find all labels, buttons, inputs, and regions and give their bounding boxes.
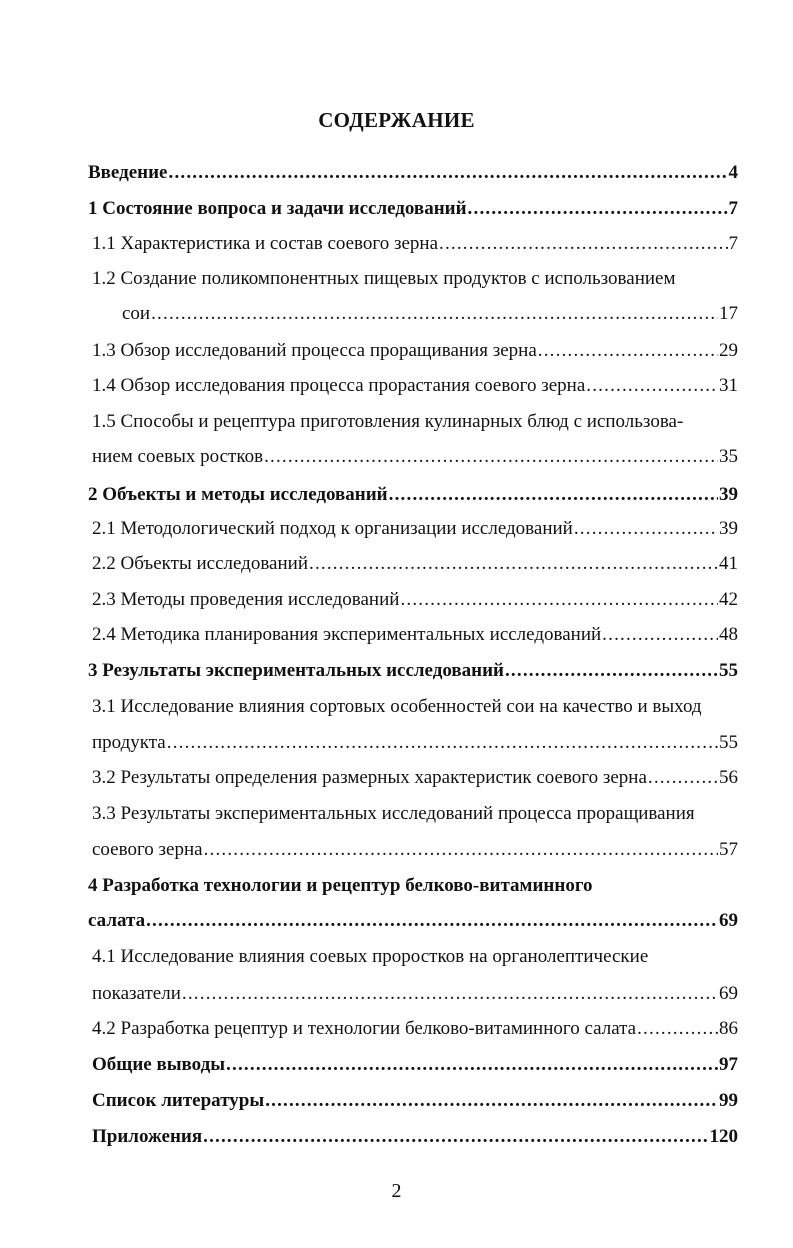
toc-entry-section-1-5 (92, 444, 738, 470)
toc-leader-dots (167, 730, 718, 756)
toc-page-number: 56 (719, 767, 738, 788)
toc-leader-dots (169, 160, 728, 186)
toc-entry-section-1-5-line1: 1.5 Способы и рецептура приготовления кулинарных блюд с использова- (92, 411, 684, 432)
toc-leader-dots (226, 1052, 718, 1078)
toc-entry-text: 4.2 Разработка рецептур и технологии белково-витаминного салата (92, 1018, 637, 1039)
toc-entry-text: нием соевых ростков (92, 446, 264, 467)
toc-entry-section-2-3 (92, 587, 738, 613)
toc-entry-section-3-1-line1: 3.1 Исследование влияния сортовых особенностей сои на качество и выход (92, 696, 702, 717)
toc-entry-text: сои (122, 303, 151, 324)
toc-entry-chapter-2 (88, 482, 738, 508)
toc-leader-dots (586, 373, 718, 399)
toc-entry-text: 1.4 Обзор исследования процесса прорастания соевого зерна (92, 375, 586, 396)
toc-page-number: 57 (719, 839, 738, 860)
toc-entry-text: продукта (92, 732, 166, 753)
toc-entry-conclusions (92, 1052, 738, 1078)
page-title: СОДЕРЖАНИЕ (318, 108, 475, 132)
toc-entry-text: 1 Состояние вопроса и задачи исследований (88, 198, 467, 219)
toc-page-number: 29 (719, 340, 738, 361)
toc-leader-dots (264, 444, 718, 470)
toc-page-number: 86 (719, 1018, 738, 1039)
toc-leader-dots (389, 482, 718, 508)
toc-entry-chapter-3 (88, 658, 738, 684)
toc-entry-section-1-2 (122, 301, 738, 327)
toc-entry-text: 2 Объекты и методы исследований (88, 484, 388, 505)
toc-page-number: 120 (709, 1126, 738, 1147)
toc-page-number: 39 (719, 518, 738, 539)
toc-entry-section-2-4 (92, 622, 738, 648)
toc-entry-introduction (88, 160, 738, 186)
toc-page-number: 48 (719, 624, 738, 645)
toc-entry-appendices (92, 1124, 738, 1150)
toc-entry-text: 1.1 Характеристика и состав соевого зерна (92, 233, 438, 254)
toc-entry-text: соевого зерна (92, 839, 203, 860)
toc-page-number: 42 (719, 589, 738, 610)
toc-leader-dots (204, 837, 718, 863)
toc-page-number: 31 (719, 375, 738, 396)
toc-entry-section-3-2 (92, 765, 738, 791)
toc-entry-section-1-2-line1: 1.2 Создание поликомпонентных пищевых продуктов с использованием (92, 268, 676, 289)
toc-page-number: 69 (719, 910, 738, 931)
toc-leader-dots (648, 765, 718, 791)
toc-page-number: 41 (719, 553, 738, 574)
toc-entry-chapter-4-line1: 4 Разработка технологии и рецептур белково-витаминного (88, 875, 593, 896)
toc-entry-text: салата (88, 910, 146, 931)
toc-entry-chapter-4 (88, 908, 738, 934)
page-number: 2 (391, 1180, 402, 1202)
toc-entry-text: 3 Результаты экспериментальных исследований (88, 660, 504, 681)
toc-entry-text: показатели (92, 983, 181, 1004)
toc-leader-dots (602, 622, 718, 648)
toc-page-number: 7 (728, 198, 738, 219)
toc-leader-dots (203, 1124, 708, 1150)
toc-page-number: 17 (719, 303, 738, 324)
toc-page-number: 55 (719, 732, 738, 753)
toc-leader-dots (182, 981, 718, 1007)
toc-leader-dots (146, 908, 718, 934)
toc-entry-section-3-3-line1: 3.3 Результаты экспериментальных исследований процесса проращивания (92, 803, 695, 824)
toc-entry-section-2-1 (92, 516, 738, 542)
toc-entry-section-2-2 (92, 551, 738, 577)
toc-page-number: 69 (719, 983, 738, 1004)
toc-page-number: 7 (728, 233, 738, 254)
toc-entry-section-4-1-line1: 4.1 Исследование влияния соевых проростков на органолептические (92, 946, 649, 967)
toc-entry-text: 2.4 Методика планирования экспериментальных исследований (92, 624, 602, 645)
toc-entry-text: 2.2 Объекты исследований (92, 553, 308, 574)
toc-entry-section-4-1 (92, 981, 738, 1007)
toc-leader-dots (265, 1088, 718, 1114)
toc-entry-section-3-1 (92, 730, 738, 756)
toc-page-number: 99 (719, 1090, 738, 1111)
toc-leader-dots (538, 338, 718, 364)
toc-entry-text: Список литературы (92, 1090, 265, 1111)
toc-entry-text: 2.1 Методологический подход к организации исследований (92, 518, 573, 539)
toc-leader-dots (439, 231, 728, 257)
toc-entry-chapter-1 (88, 196, 738, 222)
toc-leader-dots (637, 1016, 718, 1042)
toc-page-number: 55 (719, 660, 738, 681)
toc-entry-text: Приложения (92, 1126, 203, 1147)
toc-entry-text: 1.3 Обзор исследований процесса проращивания зерна (92, 340, 537, 361)
toc-entry-text: Общие выводы (92, 1054, 226, 1075)
toc-entry-section-1-4 (92, 373, 738, 399)
toc-leader-dots (468, 196, 728, 222)
toc-page-number: 35 (719, 446, 738, 467)
toc-leader-dots (505, 658, 718, 684)
toc-page-number: 97 (719, 1054, 738, 1075)
toc-leader-dots (151, 301, 718, 327)
toc-entry-section-3-3 (92, 837, 738, 863)
toc-entry-section-1-3 (92, 338, 738, 364)
toc-entry-text: 2.3 Методы проведения исследований (92, 589, 400, 610)
toc-leader-dots (574, 516, 718, 542)
toc-entry-section-1-1 (92, 231, 738, 257)
toc-leader-dots (400, 587, 718, 613)
toc-entry-text: Введение (88, 162, 168, 183)
toc-entry-text: 3.2 Результаты определения размерных характеристик соевого зерна (92, 767, 647, 788)
toc-leader-dots (309, 551, 718, 577)
toc-page-number: 4 (728, 162, 738, 183)
toc-page-number: 39 (719, 484, 738, 505)
toc-entry-section-4-2 (92, 1016, 738, 1042)
toc-entry-references (92, 1088, 738, 1114)
